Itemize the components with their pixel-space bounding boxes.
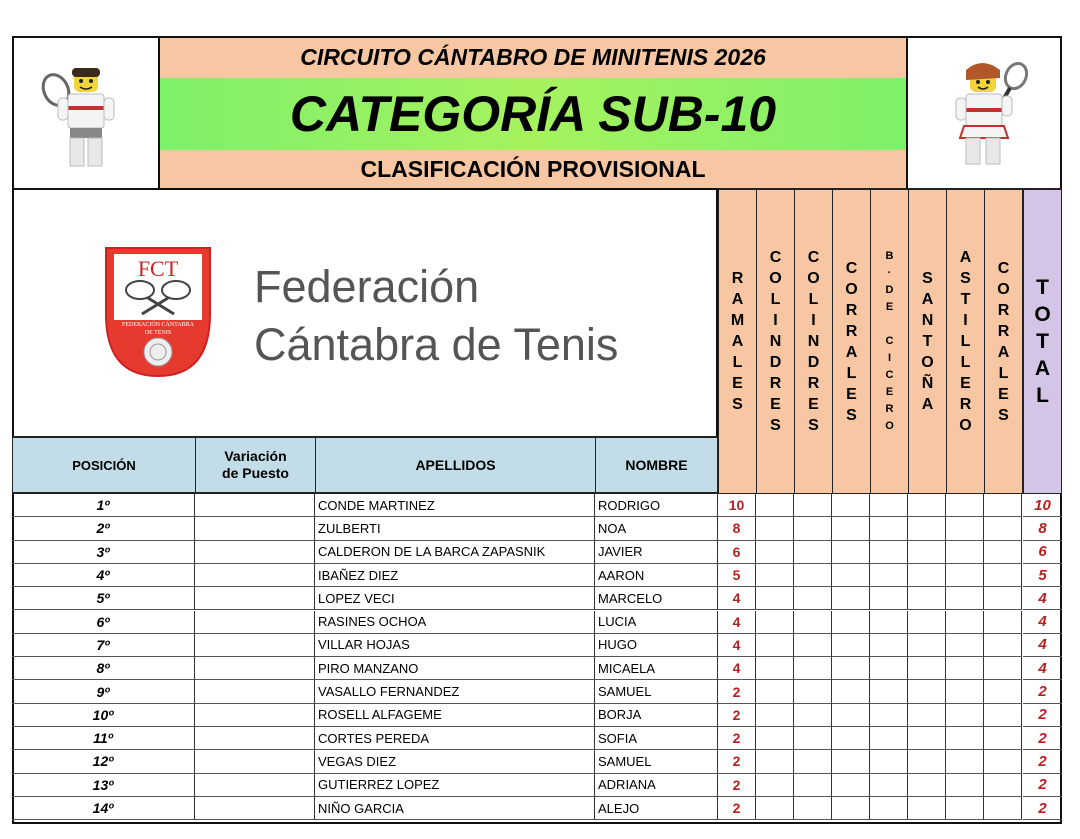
score-cell: [756, 680, 794, 703]
tournament-header-letter: T: [922, 333, 933, 350]
position-cell: 8º: [12, 657, 195, 680]
tournament-header-letter: A: [921, 396, 934, 413]
score-cell: [946, 750, 984, 773]
score-cell: [794, 750, 832, 773]
position-cell: 11º: [12, 727, 195, 750]
tournament-header-2: [756, 188, 795, 494]
score-cell: [946, 634, 984, 657]
score-cell: [870, 634, 908, 657]
score-cell: [984, 704, 1022, 727]
tournament-header-letter: S: [846, 406, 857, 424]
name-cell: SAMUEL: [595, 680, 718, 703]
tournament-header-letter: S: [732, 396, 743, 413]
variation-cell: [195, 750, 315, 773]
total-cell: 2: [1023, 797, 1062, 820]
tournament-header-letter: R: [807, 375, 820, 392]
score-cell: [832, 704, 870, 727]
table-row: [12, 494, 1062, 517]
tournament-header-letter: R: [731, 270, 744, 287]
surname-cell: ROSELL ALFAGEME: [315, 704, 595, 727]
score-cell: [984, 517, 1022, 540]
score-cell: 4: [718, 611, 756, 634]
score-cell: [908, 704, 946, 727]
tournament-header-letter: I: [773, 312, 778, 329]
name-cell: SOFIA: [595, 727, 718, 750]
score-cell: [832, 680, 870, 703]
surname-cell: PIRO MANZANO: [315, 657, 595, 680]
position-cell: 9º: [12, 680, 195, 703]
tournament-header-5: [870, 188, 909, 494]
score-cell: 4: [718, 587, 756, 610]
table-row: [12, 727, 1062, 750]
score-cell: [870, 774, 908, 797]
circuit-title: CIRCUITO CÁNTABRO DE MINITENIS 2026: [300, 44, 766, 70]
position-cell: 6º: [12, 611, 195, 634]
score-cell: [756, 494, 794, 517]
score-cell: [870, 797, 908, 820]
federation-logo-panel: [12, 188, 718, 438]
table-row: [12, 611, 1062, 634]
name-cell: LUCIA: [595, 611, 718, 634]
score-cell: [756, 774, 794, 797]
tournament-header-letter: O: [959, 417, 972, 434]
tournament-header-7: [946, 188, 985, 494]
score-cell: 2: [718, 704, 756, 727]
score-cell: [832, 750, 870, 773]
score-cell: [832, 797, 870, 820]
score-cell: [832, 727, 870, 750]
name-cell: BORJA: [595, 704, 718, 727]
score-cell: 2: [718, 727, 756, 750]
name-cell: MICAELA: [595, 657, 718, 680]
score-cell: [794, 541, 832, 564]
name-cell: RODRIGO: [595, 494, 718, 517]
tournament-header-3: [794, 188, 833, 494]
name-cell: JAVIER: [595, 541, 718, 564]
tournament-header-letter: E: [885, 386, 894, 398]
table-row: [12, 657, 1062, 680]
tournament-header-letter: E: [846, 385, 857, 403]
header-name: NOMBRE: [595, 436, 718, 494]
score-cell: [832, 587, 870, 610]
tournament-header-letter: D: [769, 354, 782, 371]
federation-shield-logo-icon: [102, 244, 214, 380]
score-cell: [908, 797, 946, 820]
logo-text-2: DE TENIS: [144, 330, 172, 336]
score-cell: [946, 587, 984, 610]
header-position: POSICIÓN: [12, 436, 196, 494]
score-cell: [794, 680, 832, 703]
tournament-header-letter: E: [808, 396, 819, 413]
surname-cell: NIÑO GARCIA: [315, 797, 595, 820]
name-cell: NOA: [595, 517, 718, 540]
score-cell: 2: [718, 774, 756, 797]
tournament-header-letter: O: [885, 420, 894, 432]
logo-text-1: FEDERACIÓN CÁNTABRA: [121, 322, 195, 328]
variation-cell: [195, 564, 315, 587]
tournament-header-letter: S: [770, 417, 781, 434]
tournament-header-letter: L: [808, 291, 819, 308]
score-cell: [908, 611, 946, 634]
score-cell: [908, 657, 946, 680]
score-cell: 2: [718, 750, 756, 773]
category-title: CATEGORÍA SUB-10: [289, 86, 777, 142]
score-cell: [870, 541, 908, 564]
score-cell: [870, 611, 908, 634]
score-cell: [756, 611, 794, 634]
header-surnames: APELLIDOS: [315, 436, 596, 494]
tournament-header-letter: D: [885, 284, 894, 296]
tournament-header-letter: C: [885, 369, 894, 381]
classification-subtitle: CLASIFICACIÓN PROVISIONAL: [360, 156, 706, 182]
score-cell: [756, 634, 794, 657]
variation-cell: [195, 517, 315, 540]
total-cell: 4: [1023, 611, 1062, 634]
score-cell: [756, 727, 794, 750]
surname-cell: CORTES PEREDA: [315, 727, 595, 750]
variation-cell: [195, 634, 315, 657]
total-cell: 4: [1023, 587, 1062, 610]
score-cell: [908, 727, 946, 750]
tournament-header-letter: E: [770, 396, 781, 413]
federation-name-line-2: Cántabra de Tenis: [254, 319, 619, 370]
header-right-panel: [906, 36, 1062, 190]
position-cell: 3º: [12, 541, 195, 564]
surname-cell: ZULBERTI: [315, 517, 595, 540]
tournament-header-letter: D: [807, 354, 820, 371]
score-cell: [984, 680, 1022, 703]
score-cell: 5: [718, 564, 756, 587]
lego-tennis-player-boy-icon: [36, 62, 136, 172]
table-row: [12, 704, 1062, 727]
total-cell: 2: [1023, 727, 1062, 750]
tournament-header-letter: L: [732, 354, 743, 371]
score-cell: [984, 494, 1022, 517]
tournament-header-letter: R: [997, 301, 1010, 319]
tournament-header-letter: ·: [887, 267, 892, 279]
table-row: [12, 587, 1062, 610]
total-cell: 8: [1023, 517, 1062, 540]
score-cell: [984, 541, 1022, 564]
position-cell: 12º: [12, 750, 195, 773]
surname-cell: VEGAS DIEZ: [315, 750, 595, 773]
position-cell: 4º: [12, 564, 195, 587]
tournament-header-letter: E: [998, 385, 1009, 403]
score-cell: 2: [718, 680, 756, 703]
total-cell: 6: [1023, 541, 1062, 564]
variation-cell: [195, 797, 315, 820]
total-cell: 2: [1023, 750, 1062, 773]
tournament-header-letter: C: [845, 259, 858, 277]
score-cell: [946, 774, 984, 797]
score-cell: [946, 727, 984, 750]
surname-cell: CONDE MARTINEZ: [315, 494, 595, 517]
tournament-header-letter: T: [960, 291, 971, 308]
variation-cell: [195, 657, 315, 680]
tournament-header-letter: S: [960, 270, 971, 287]
tournament-header-letter: I: [887, 352, 892, 364]
score-cell: [984, 774, 1022, 797]
total-header: [1023, 188, 1062, 494]
score-cell: [870, 727, 908, 750]
score-cell: [794, 704, 832, 727]
total-header-letter: T: [1036, 330, 1049, 353]
total-header-letter: A: [1034, 357, 1051, 380]
name-cell: ALEJO: [595, 797, 718, 820]
federation-name-line-1: Federación: [254, 261, 480, 312]
header-left-panel: [12, 36, 160, 190]
variation-cell: [195, 680, 315, 703]
score-cell: [908, 680, 946, 703]
score-cell: [794, 587, 832, 610]
score-cell: 8: [718, 517, 756, 540]
score-cell: 4: [718, 657, 756, 680]
total-header-letter: T: [1036, 276, 1049, 299]
score-cell: [908, 750, 946, 773]
score-cell: [794, 564, 832, 587]
position-cell: 1º: [12, 494, 195, 517]
federation-name: [254, 258, 618, 374]
score-cell: [946, 680, 984, 703]
score-cell: [794, 774, 832, 797]
table-row: [12, 564, 1062, 587]
score-cell: [832, 634, 870, 657]
tournament-header-letter: R: [885, 403, 894, 415]
position-cell: 10º: [12, 704, 195, 727]
tournament-header-letter: O: [845, 280, 858, 298]
score-cell: [870, 657, 908, 680]
tournament-header-letter: A: [731, 333, 744, 350]
table-row: [12, 680, 1062, 703]
tournament-header-letter: L: [960, 354, 971, 371]
score-cell: [794, 657, 832, 680]
position-cell: 7º: [12, 634, 195, 657]
score-cell: [870, 494, 908, 517]
score-cell: [946, 564, 984, 587]
tournament-header-letter: O: [921, 354, 934, 371]
score-cell: [870, 750, 908, 773]
score-cell: 10: [718, 494, 756, 517]
score-cell: [756, 564, 794, 587]
tournament-header-4: [832, 188, 871, 494]
tournament-header-8: [984, 188, 1023, 494]
score-cell: [832, 564, 870, 587]
score-cell: [908, 494, 946, 517]
surname-cell: CALDERON DE LA BARCA ZAPASNIK: [315, 541, 595, 564]
tournament-header-letter: L: [846, 364, 857, 382]
tournament-header-letter: A: [921, 291, 934, 308]
header-variation: Variación de Puesto: [195, 436, 316, 494]
tournament-header-letter: [888, 316, 891, 333]
lego-tennis-player-girl-icon: [936, 58, 1036, 170]
table-row: [12, 774, 1062, 797]
score-cell: [946, 704, 984, 727]
total-header-letter: L: [1036, 384, 1049, 407]
tournament-header-letter: A: [959, 249, 972, 266]
tournament-header-letter: B: [885, 250, 894, 262]
tournament-header-letter: R: [845, 322, 858, 340]
score-cell: [756, 517, 794, 540]
name-cell: MARCELO: [595, 587, 718, 610]
tournament-header-letter: L: [960, 333, 971, 350]
surname-cell: GUTIERREZ LOPEZ: [315, 774, 595, 797]
score-cell: [870, 564, 908, 587]
tournament-header-letter: A: [997, 343, 1010, 361]
score-cell: [832, 774, 870, 797]
score-cell: [984, 727, 1022, 750]
variation-cell: [195, 611, 315, 634]
tournament-header-letter: N: [921, 312, 934, 329]
logo-monogram: FCT: [137, 256, 179, 281]
tournament-header-letter: S: [998, 406, 1009, 424]
score-cell: [984, 797, 1022, 820]
score-cell: [756, 704, 794, 727]
variation-cell: [195, 774, 315, 797]
score-cell: [946, 494, 984, 517]
name-cell: ADRIANA: [595, 774, 718, 797]
total-cell: 10: [1023, 494, 1062, 517]
tournament-header-letter: N: [769, 333, 782, 350]
score-cell: [946, 657, 984, 680]
surname-cell: RASINES OCHOA: [315, 611, 595, 634]
tournament-header-letter: R: [959, 396, 972, 413]
score-cell: [756, 587, 794, 610]
tournament-header-letter: C: [769, 249, 782, 266]
table-row: [12, 634, 1062, 657]
score-cell: [870, 680, 908, 703]
position-cell: 2º: [12, 517, 195, 540]
score-cell: [946, 541, 984, 564]
score-cell: [908, 587, 946, 610]
tournament-header-letter: C: [997, 259, 1010, 277]
score-cell: 6: [718, 541, 756, 564]
name-cell: HUGO: [595, 634, 718, 657]
score-cell: [984, 750, 1022, 773]
score-cell: [756, 541, 794, 564]
tournament-header-letter: I: [811, 312, 816, 329]
variation-cell: [195, 587, 315, 610]
score-cell: 4: [718, 634, 756, 657]
score-cell: [870, 587, 908, 610]
score-cell: [984, 657, 1022, 680]
variation-cell: [195, 727, 315, 750]
tournament-header-letter: S: [808, 417, 819, 434]
score-cell: [870, 704, 908, 727]
tournament-header-letter: I: [963, 312, 968, 329]
tournament-header-letter: C: [885, 335, 894, 347]
total-cell: 2: [1023, 774, 1062, 797]
score-cell: [946, 611, 984, 634]
tournament-header-letter: L: [770, 291, 781, 308]
score-cell: [794, 634, 832, 657]
score-cell: [756, 657, 794, 680]
score-cell: [908, 517, 946, 540]
tournament-header-letter: M: [730, 312, 745, 329]
position-cell: 13º: [12, 774, 195, 797]
tournament-header-letter: S: [922, 270, 933, 287]
tournament-header-letter: E: [960, 375, 971, 392]
tournament-header-letter: O: [769, 270, 782, 287]
score-cell: [794, 517, 832, 540]
name-cell: AARON: [595, 564, 718, 587]
total-cell: 4: [1023, 634, 1062, 657]
total-cell: 2: [1023, 704, 1062, 727]
category-band: [160, 78, 906, 150]
score-cell: 2: [718, 797, 756, 820]
score-cell: [984, 564, 1022, 587]
surname-cell: VILLAR HOJAS: [315, 634, 595, 657]
total-cell: 2: [1023, 680, 1062, 703]
surname-cell: LOPEZ VECI: [315, 587, 595, 610]
score-cell: [794, 611, 832, 634]
table-row: [12, 750, 1062, 773]
score-cell: [984, 587, 1022, 610]
table-row: [12, 541, 1062, 564]
score-cell: [794, 727, 832, 750]
score-cell: [908, 634, 946, 657]
tournament-header-letter: C: [807, 249, 820, 266]
score-cell: [832, 657, 870, 680]
tournament-header-1: [718, 188, 757, 494]
total-cell: 4: [1023, 657, 1062, 680]
score-cell: [908, 541, 946, 564]
score-cell: [832, 611, 870, 634]
table-row: [12, 797, 1062, 820]
name-cell: SAMUEL: [595, 750, 718, 773]
tournament-header-letter: O: [997, 280, 1010, 298]
surname-cell: IBAÑEZ DIEZ: [315, 564, 595, 587]
variation-cell: [195, 494, 315, 517]
tournament-header-letter: R: [845, 301, 858, 319]
header-title-panel: [158, 36, 908, 190]
score-cell: [984, 611, 1022, 634]
tournament-header-letter: Ñ: [921, 375, 934, 392]
tournament-header-letter: L: [998, 364, 1009, 382]
score-cell: [756, 750, 794, 773]
tournament-header-letter: N: [807, 333, 820, 350]
score-cell: [794, 797, 832, 820]
variation-cell: [195, 541, 315, 564]
tournament-header-letter: R: [997, 322, 1010, 340]
score-cell: [870, 517, 908, 540]
score-cell: [908, 564, 946, 587]
tournament-header-letter: E: [732, 375, 743, 392]
score-cell: [946, 517, 984, 540]
position-cell: 5º: [12, 587, 195, 610]
tournament-header-letter: R: [769, 375, 782, 392]
total-cell: 5: [1023, 564, 1062, 587]
score-cell: [756, 797, 794, 820]
score-cell: [984, 634, 1022, 657]
score-cell: [832, 517, 870, 540]
tournament-header-letter: A: [845, 343, 858, 361]
score-cell: [832, 494, 870, 517]
table-row: [12, 517, 1062, 540]
position-cell: 14º: [12, 797, 195, 820]
surname-cell: VASALLO FERNANDEZ: [315, 680, 595, 703]
tournament-header-6: [908, 188, 947, 494]
variation-cell: [195, 704, 315, 727]
tournament-header-letter: E: [885, 301, 894, 313]
tournament-header-letter: A: [731, 291, 744, 308]
score-cell: [908, 774, 946, 797]
total-header-letter: O: [1034, 303, 1051, 326]
score-cell: [946, 797, 984, 820]
score-cell: [794, 494, 832, 517]
score-cell: [832, 541, 870, 564]
tournament-header-letter: O: [807, 270, 820, 287]
